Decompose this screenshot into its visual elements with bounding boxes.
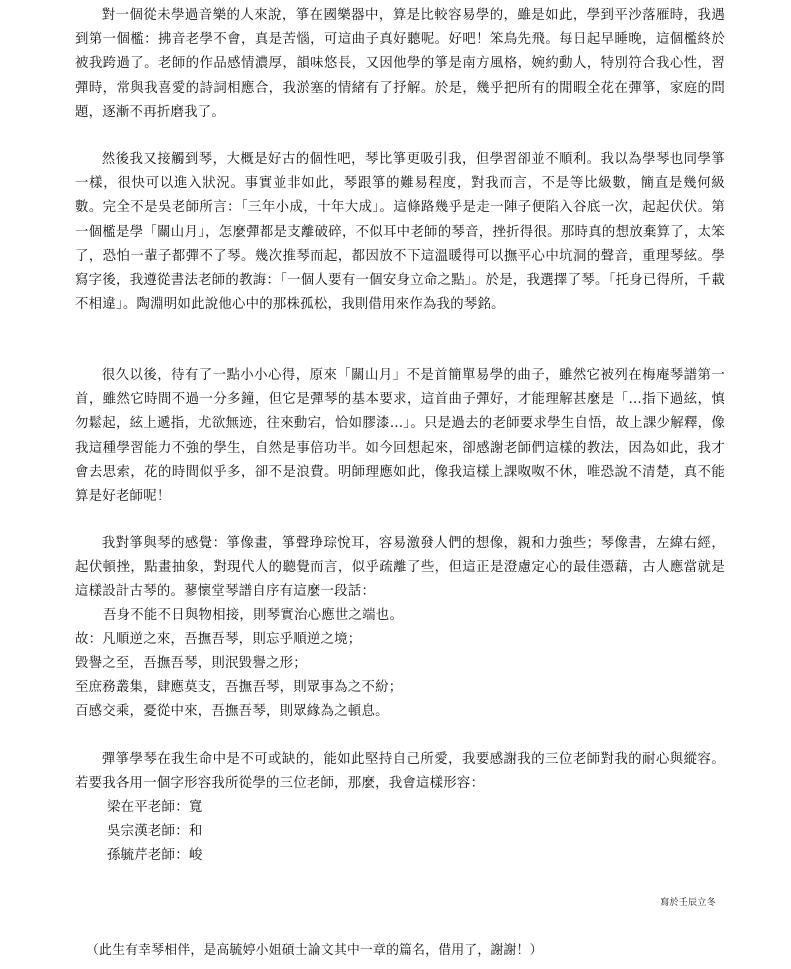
teacher-item: 吳宗漢老師：和 — [107, 824, 203, 839]
footnote: （此生有幸琴相伴，是高毓婷小姐碩士論文其中一章的篇名，借用了，謝謝！） — [86, 943, 543, 958]
verse-line: 吾身不能不日與物相接，則琴實治心應世之端也。 — [103, 608, 404, 623]
paragraph-feeling: 我對箏與琴的感覺：箏像畫，箏聲琤琮悅耳，容易激發人們的想像，親和力強些；琴像書，左緯右經，起伏頓挫，點畫抽象，對現代人的聽覺而言，似乎疏離了些，但這正是澄慮定心的最佳憑藉，古人應當就是這樣設計古琴的。蓼懷堂琴譜自序有這麼一段話： — [75, 536, 725, 600]
verse-line: 毀譽之至，吾撫吾琴，則泯毀譽之形； — [75, 656, 307, 671]
paragraph-closing: 彈箏學琴在我生命中是不可或缺的，能如此堅持自己所愛，我要感謝我的三位老師對我的耐心與縱容。若要我各用一個字形容我所從學的三位老師，那麼，我會這樣形容： — [75, 752, 725, 792]
verse-line: 故：凡順逆之來，吾撫吾琴，則忘乎順逆之境； — [75, 632, 362, 647]
teacher-item: 梁在平老師：寬 — [107, 800, 203, 815]
paragraph-qin: 然後我又接觸到琴，大概是好古的個性吧，琴比箏更吸引我，但學習卻並不順利。我以為學琴也同學箏一樣，很快可以進入狀況。事實並非如此，琴跟箏的難易程度，對我而言，不是等比級數，簡直是幾何級數。完全不是吳老師所言：「三年小成，十年大成」。這條路幾乎是走一陣子便陷入谷底一次，起起伏伏。第一個檻是學「關山月」，怎麼彈都是支離破碎，不似耳中老師的琴音，挫折得很。那時真的想放棄算了，太笨了，恐怕一輩子都彈不了琴。幾次推琴而起，都因放不下這溫暖得可以撫平心中坑洞的聲音，重理琴絃。學寫字後，我遵從書法老師的教誨：「一個人要有一個安身立命之點」。於是，我選擇了琴。「托身已得所，千載不相違」。陶淵明如此說他心中的那株孤松，我則借用來作為我的琴銘。 — [75, 152, 725, 313]
verse-line: 至庶務叢集，肆應莫支，吾撫吾琴，則眾事為之不紛； — [75, 680, 403, 695]
paragraph-zheng: 對一個從未學過音樂的人來說，箏在國樂器中，算是比較容易學的，雖是如此，學到平沙落雁時，我遇到第一個檻：拂音老學不會，真是苦惱，可這曲子真好聽呢。好吧！笨鳥先飛。每日起早睡晚，這個檻終於被我跨過了。老師的作品感情濃厚，韻味悠長，又因他學的箏是南方風格，婉約動人，特別符合我心性，習彈時，常與我喜愛的詩詞相應合，我淤塞的情緒有了抒解。於是，幾乎把所有的閒暇全花在彈箏，家庭的問題，逐漸不再折磨我了。 — [75, 8, 725, 120]
paragraph-guanshanyue: 很久以後，待有了一點小小心得，原來「關山月」不是首簡單易學的曲子，雖然它被列在梅庵琴譜第一首，雖然它時間不過一分多鐘，但它是彈琴的基本要求，這首曲子彈好，才能理解甚麼是「…指下過絃，慎勿鬆起，絃上遞指，尤欲無迹，往來動宕，恰如膠漆…」。只是過去的老師要求學生自悟，故上課少解釋，像我這種學習能力不強的學生，自然是事倍功半。如今回想起來，卻感謝老師們這樣的教法，因為如此，我才會去思索，花的時間似乎多，卻不是浪費。明師理應如此，像我這樣上課呶呶不休，唯恐說不清楚，真不能算是好老師呢！ — [75, 368, 725, 505]
signature-date: 寫於壬辰立冬 — [660, 898, 716, 908]
teacher-item: 孫毓芹老師：峻 — [107, 848, 203, 863]
verse-line: 百感交乘，憂從中來，吾撫吾琴，則眾緣為之頓息。 — [75, 704, 389, 719]
